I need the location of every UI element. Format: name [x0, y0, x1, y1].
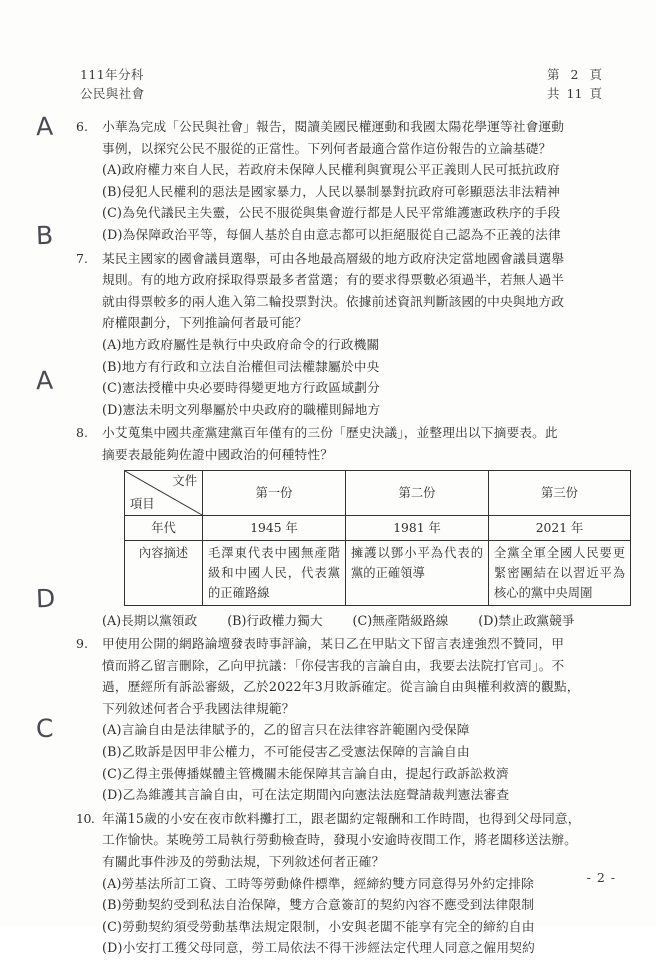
option-b[interactable]: (B)乙敗訴是因甲非公權力，不可能侵害乙受憲法保障的言論自由	[102, 744, 470, 760]
table-row	[125, 540, 631, 605]
question-body-8	[102, 422, 631, 631]
summary-table-wrapper	[124, 470, 631, 606]
table-cell-year-3: 2021 年	[489, 515, 631, 540]
question-stem-line: 規則。有的地方政府採取得票最多者當選；有的要求得票數必須過半，若無人過半	[102, 272, 565, 288]
header-total-pages	[547, 85, 602, 104]
total-label: 共	[546, 85, 560, 101]
question-number-7: 7.	[76, 250, 88, 266]
question-stem-line: 甲使用公開的網路論壇發表時事評論，某日乙在甲貼文下留言表達強烈不贊同，甲	[102, 636, 565, 652]
table-cell-year-2: 1981 年	[346, 515, 489, 540]
table-corner-cell	[125, 470, 203, 515]
option-c[interactable]: (C)無產階級路線	[352, 612, 449, 628]
header-exam-year: 111年分科	[80, 67, 144, 82]
option-d[interactable]: (D)小安打工獲父母同意，勞工局依法不得干涉經法定代理人同意之僱用契約	[102, 940, 536, 956]
option-d[interactable]: (D)為保障政治平等，每個人基於自由意志都可以拒絕服從自己認為不正義的法律	[102, 226, 561, 242]
option-a[interactable]: (A)政府權力來自人民，若政府未保障人民權利與實現公平正義則人民可抵抗政府	[102, 162, 560, 178]
corner-label-item: 項目	[130, 496, 155, 511]
question-stem-line: 工作愉快。某晚勞工局執行勞動檢查時，發現小安逾時夜間工作，將老闆移送法辦。	[102, 832, 577, 848]
question-number-9: 9.	[76, 636, 88, 652]
margin-answer-q8: A	[35, 365, 54, 396]
footer-page-marker: - 2 -	[586, 870, 616, 885]
question-stem-line: 有關此事件涉及的勞動法規，下列敘述何者正確？	[102, 854, 385, 870]
table-cell-summary-3: 全黨全軍全國人民要更緊密團結在以習近平為核心的黨中央周圍	[489, 540, 631, 605]
question-stem-line: 過，歷經所有訴訟審級，乙於2022年3月敗訴確定。從言論自由與權利救濟的觀點，	[102, 679, 580, 695]
question-item-9	[76, 633, 628, 806]
question-stem-line: 摘要表最能夠佐證中國政治的何種特性？	[102, 446, 334, 462]
option-b[interactable]: (B)行政權力獨大	[227, 612, 323, 628]
question-body-7	[102, 248, 628, 421]
option-d[interactable]: (D)憲法未明文列舉屬於中央政府的職權則歸地方	[102, 401, 381, 417]
table-cell-summary-2: 擁護以鄧小平為代表的黨的正確領導	[346, 540, 489, 605]
question-stem-line: 事例，以探究公民不服從的正當性。下列何者最適合當作這份報告的立論基礎？	[102, 140, 552, 156]
question-number-8: 8.	[76, 425, 88, 441]
question-stem-line: 小艾蒐集中國共產黨建黨百年僅有的三份「歷史決議」，並整理出以下摘要表。此	[102, 425, 558, 441]
total-number: 11	[566, 85, 583, 101]
header-exam-info	[80, 66, 145, 103]
table-row-label-year: 年代	[125, 515, 203, 540]
table-row-label-summary: 內容摘述	[125, 540, 203, 605]
margin-answer-q7: B	[35, 220, 54, 251]
question-stem-line: 憤而將乙留言刪除，乙向甲抗議：「你侵害我的言論自由，我要去法院打官司」。不	[102, 657, 565, 673]
option-c[interactable]: (C)勞動契約須受勞動基準法規定限制，小安與老闆不能享有完全的締約自由	[102, 918, 535, 934]
options-inline-row-q8	[102, 610, 631, 632]
margin-answer-q9: D	[35, 583, 56, 614]
question-stem-line: 某民主國家的國會議員選舉，可由各地最高層級的地方政府決定當地國會議員選舉	[102, 250, 565, 266]
question-body-9	[102, 633, 628, 806]
table-col-header-3: 第三份	[489, 470, 631, 515]
question-body-10	[102, 808, 628, 959]
question-stem-line: 年滿15歲的小安在夜市飲料攤打工，跟老闆約定報酬和工作時間，也得到父母同意，	[102, 810, 581, 826]
table-cell-year-1: 1945 年	[203, 515, 346, 540]
option-a[interactable]: (A)言論自由是法律賦予的，乙的留言只在法律容許範圍內受保障	[102, 722, 470, 738]
total-unit: 頁	[589, 85, 602, 101]
margin-answer-q6: A	[35, 111, 54, 142]
header-pagination	[547, 66, 602, 103]
question-stem-line: 府權限劃分，下列推論何者最可能？	[102, 315, 308, 331]
option-c[interactable]: (C)為免代議民主失靈，公民不服從與集會遊行都是人民平常維護憲政秩序的手段	[102, 205, 561, 221]
option-c[interactable]: (C)憲法授權中央必要時得變更地方行政區域劃分	[102, 380, 380, 396]
question-stem-line: 小華為完成「公民與社會」報告，閱讀美國民權運動和我國太陽花學運等社會運動	[102, 119, 565, 134]
question-number-10: 10.	[76, 810, 95, 826]
margin-answer-q10: C	[35, 713, 54, 744]
question-body-6	[102, 116, 628, 246]
question-item-10	[76, 808, 628, 959]
table-header-row	[125, 470, 631, 515]
option-c[interactable]: (C)乙得主張傳播媒體主管機關未能保障其言論自由，提起行政訴訟救濟	[102, 765, 509, 781]
option-a[interactable]: (A)長期以黨領政	[102, 612, 198, 628]
question-item-8	[76, 422, 628, 631]
document-header	[80, 66, 620, 103]
option-d[interactable]: (D)禁止政黨競爭	[478, 612, 575, 628]
page-unit: 頁	[589, 67, 602, 82]
option-b[interactable]: (B)勞動契約受到私法自治保障，雙方合意簽訂的契約內容不應受到法律限制	[102, 897, 535, 913]
table-cell-summary-1: 毛澤東代表中國無產階級和中國人民，代表黨的正確路線	[203, 540, 346, 605]
page-number: 2	[570, 67, 579, 82]
option-b[interactable]: (B)地方有行政和立法自治權但司法權隸屬於中央	[102, 358, 380, 374]
table-row	[125, 515, 631, 540]
option-a[interactable]: (A)勞基法所訂工資、工時等勞動條件標準，經締約雙方同意得另外約定排除	[102, 875, 535, 891]
corner-label-document: 文件	[172, 473, 197, 488]
history-resolutions-table	[124, 470, 631, 606]
question-item-7	[76, 248, 628, 421]
option-a[interactable]: (A)地方政府屬性是執行中央政府命令的行政機關	[102, 336, 380, 352]
table-col-header-1: 第一份	[203, 470, 346, 515]
question-stem-line: 下列敘述何者合乎我國法律規範？	[102, 700, 295, 716]
option-b[interactable]: (B)侵犯人民權利的惡法是國家暴力，人民以暴制暴對抗政府可彰顯惡法非法精神	[102, 183, 560, 199]
option-d[interactable]: (D)乙為維護其言論自由，可在法定期間內向憲法法庭聲請裁判憲法審查	[102, 787, 510, 803]
header-current-page	[547, 66, 602, 85]
header-subject: 公民與社會	[80, 85, 145, 101]
question-list	[76, 116, 628, 961]
question-stem-line: 就由得票較多的兩人進入第二輪投票對決。依據前述資訊判斷該國的中央與地方政	[102, 293, 565, 309]
page-label: 第	[546, 67, 560, 82]
question-number-6: 6.	[76, 119, 88, 134]
question-item-6	[76, 116, 628, 246]
table-col-header-2: 第二份	[346, 470, 489, 515]
